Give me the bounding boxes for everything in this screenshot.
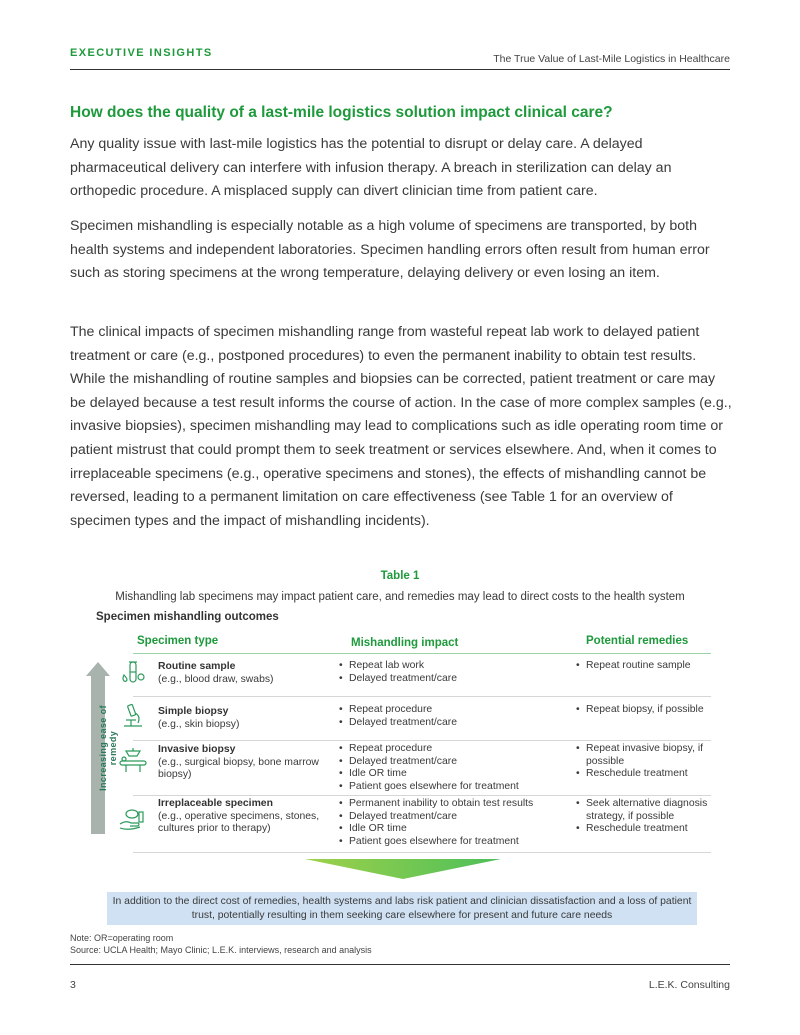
impact-item: • Delayed treatment/care (339, 811, 574, 824)
section-heading: How does the quality of a last-mile logistics solution impact clinical care? (70, 104, 613, 121)
specimen-example: (e.g., skin biopsy) (158, 718, 240, 730)
test-tube-icon (120, 660, 146, 686)
column-header-potential-remedies: Potential remedies (586, 635, 689, 647)
outcomes-label: Specimen mishandling outcomes (96, 611, 279, 623)
impact-list-routine (339, 660, 569, 685)
impact-item: • Patient goes elsewhere for treatment (339, 836, 574, 849)
impact-list-irreplaceable (339, 798, 574, 848)
impact-item: • Delayed treatment/care (339, 673, 569, 686)
paragraph-1: Any quality issue with last-mile logistics has the potential to disrupt or delay care. A delayed pharmaceutical delivery can interfere with infusion therapy. A breach in sterilization can delay an orthopedic procedure. A misplaced supply can divert clinician time from patient care. (70, 136, 672, 200)
table-note: Note: OR=operating room (70, 933, 174, 943)
table-subtitle: Mishandling lab specimens may impact patient care, and remedies may lead to direct costs to the health system (115, 591, 685, 603)
impact-item: • Patient goes elsewhere for treatment (339, 781, 569, 794)
section-label: EXECUTIVE INSIGHTS (70, 47, 213, 59)
remedy-item: • Reschedule treatment (576, 823, 726, 836)
specimen-invasive-biopsy (158, 744, 333, 782)
impact-list-simple-biopsy (339, 704, 569, 729)
summary-callout: In addition to the direct cost of remedies, health systems and labs risk patient and clinician dissatisfaction and a loss of patient trust, potentially resulting in them seeking care elsewhere for present and future care needs (107, 892, 697, 925)
remedy-item: • Repeat routine sample (576, 660, 716, 673)
table-header-divider (133, 653, 711, 654)
table-source: Source: UCLA Health; Mayo Clinic; L.E.K. interviews, research and analysis (70, 945, 372, 955)
company-name: L.E.K. Consulting (648, 979, 730, 991)
row-divider (133, 795, 711, 796)
footer-divider (70, 964, 730, 965)
surgery-lamp-icon (118, 748, 148, 774)
paragraph-2: Specimen mishandling is especially notable as a high volume of specimens are transported, by both health systems and independent laboratories. Specimen handling errors often result from human error such as storing specimens at the wrong temperature, delaying delivery or even losing an item. (70, 218, 710, 282)
impact-item: • Repeat lab work (339, 660, 569, 673)
remedy-list-simple-biopsy (576, 704, 716, 717)
specimen-example: (e.g., blood draw, swabs) (158, 673, 274, 685)
remedy-item: • Reschedule treatment (576, 768, 716, 781)
remedy-list-invasive-biopsy (576, 743, 716, 781)
document-title: The True Value of Last-Mile Logistics in Healthcare (493, 53, 730, 65)
remedy-list-routine (576, 660, 716, 673)
specimen-example: (e.g., operative specimens, stones, cultures prior to therapy) (158, 810, 320, 835)
specimen-example: (e.g., surgical biopsy, bone marrow biopsy) (158, 756, 319, 781)
page-number: 3 (70, 979, 76, 991)
impact-item: • Delayed treatment/care (339, 717, 569, 730)
row-divider (133, 740, 711, 741)
table-caption: Table 1 (380, 570, 420, 582)
impact-list-invasive-biopsy (339, 743, 569, 793)
impact-item: • Idle OR time (339, 768, 569, 781)
impact-item: • Permanent inability to obtain test results (339, 798, 574, 811)
specimen-name: Invasive biopsy (158, 744, 236, 755)
specimen-irreplaceable (158, 798, 336, 836)
specimen-name: Routine sample (158, 661, 236, 672)
paragraph-3: The clinical impacts of specimen mishandling range from wasteful repeat lab work to delayed patient treatment or care (e.g., postponed procedures) to even the permanent inability to obtain test results. While the mishandling of routine samples and biopsies can be corrected, patient treatment or care may be delayed because a test result informs the course of action. In the case of more complex samples (e.g., invasive biopsies), specimen mishandling may lead to complications such as idle operating room time or patient mistrust that could prompt them to seek treatment or services elsewhere. And, when it comes to irreplaceable specimens (e.g., operative specimens and stones), the effects of mishandling cannot be reversed, leading to a permanent limitation on care effectiveness (see Table 1 for an overview of specimen types and the impact of mishandling incidents). (70, 324, 732, 529)
impact-item: • Repeat procedure (339, 704, 569, 717)
remedy-item: • Repeat invasive biopsy, if possible (576, 743, 716, 768)
specimen-simple-biopsy (158, 706, 333, 731)
header-divider (70, 69, 730, 70)
specimen-hand-icon (118, 806, 144, 832)
impact-item: • Delayed treatment/care (339, 756, 569, 769)
remedy-item: • Repeat biopsy, if possible (576, 704, 716, 717)
impact-item: • Repeat procedure (339, 743, 569, 756)
row-divider (133, 696, 711, 697)
down-arrow-icon (305, 859, 501, 879)
column-header-specimen-type: Specimen type (137, 635, 219, 647)
microscope-icon (120, 703, 146, 729)
row-divider (133, 852, 711, 853)
ease-of-remedy-label: Increasing ease of remedy (98, 705, 118, 791)
specimen-name: Irreplaceable specimen (158, 798, 273, 809)
impact-item: • Idle OR time (339, 823, 574, 836)
specimen-name: Simple biopsy (158, 706, 229, 717)
specimen-routine-sample (158, 661, 333, 686)
column-header-mishandling-impact: Mishandling impact (351, 637, 459, 649)
remedy-item: • Seek alternative diagnosis strategy, if possible (576, 798, 726, 823)
remedy-list-irreplaceable (576, 798, 726, 836)
